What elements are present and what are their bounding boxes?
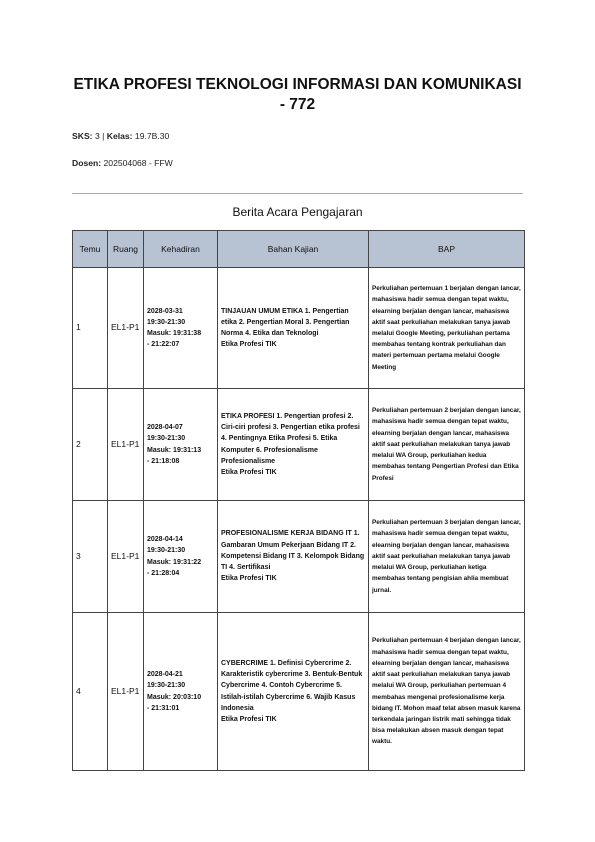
sks-label: SKS:: [72, 131, 93, 141]
divider: [72, 193, 523, 194]
kelas-value: 19.7B.30: [134, 131, 170, 141]
header-ruang: Ruang: [108, 231, 144, 268]
cell-bap: Perkuliahan pertemuan 2 berjalan dengan lancar, mahasiswa hadir semua dengan tepat waktu, elearning berjalan dengan lancar, mahasiswa aktif saat perkuliahan melakukan tanya jawab melalui WA Group, perkuliahan kedua membahas tentang Pengertian Profesi dan Etika Profesi: [369, 389, 525, 501]
cell-ruang: EL1-P1: [108, 501, 144, 613]
cell-bap: Perkuliahan pertemuan 3 berjalan dengan lancar, mahasiswa hadir semua dengan tepat waktu, elearning berjalan dengan lancar, mahasiswa aktif saat perkuliahan melakukan tanya jawab melalui WA Group, perkuliahan ketiga membahas tentang pengisian ahlia membuat jurnal.: [369, 501, 525, 613]
cell-temu: 3: [73, 501, 108, 613]
cell-bahan-kajian: PROFESIONALISME KERJA BIDANG IT 1. Gambaran Umum Pekerjaan Bidang IT 2. Kompetensi Bidang IT 3. Kelompok Bidang TI 4. Sertifikasi Etika Profesi TIK: [218, 501, 369, 613]
cell-bap: Perkuliahan pertemuan 1 berjalan dengan lancar, mahasiswa hadir semua dengan tepat waktu, elearning berjalan dengan lancar, mahasiswa aktif saat perkuliahan melakukan tanya jawab melalui Google Meeting, perkuliahan pertama membahas tentang kontrak perkuliahan dan materi pertemuan pertama melalui Google Meeting: [369, 268, 525, 389]
page-title: ETIKA PROFESI TEKNOLOGI INFORMASI DAN KOMUNIKASI - 772: [73, 76, 522, 113]
cell-kehadiran: 2028-04-14 19:30-21:30 Masuk: 19:31:22 - 21:28:04: [144, 501, 218, 613]
sks-value: 3: [94, 131, 100, 141]
meta-separator: |: [102, 131, 105, 141]
cell-temu: 4: [73, 613, 108, 771]
cell-ruang: EL1-P1: [108, 268, 144, 389]
lecturer-meta: [72, 158, 173, 168]
cell-bahan-kajian: ETIKA PROFESI 1. Pengertian profesi 2. Ciri-ciri profesi 3. Pengertian etika profesi 4. Pentingnya Etika Profesi 5. Etika Komputer 6. Profesionalisme Profesionalisme Etika Profesi TIK: [218, 389, 369, 501]
table-row: [73, 268, 525, 389]
table-row: [73, 389, 525, 501]
teaching-record-table: [72, 230, 525, 771]
course-meta: [72, 131, 169, 141]
table-row: [73, 613, 525, 771]
header-temu: Temu: [73, 231, 108, 268]
cell-bahan-kajian: CYBERCRIME 1. Definisi Cybercrime 2. Karakteristik cybercrime 3. Bentuk-Bentuk Cybercrime 4. Contoh Cybercrime 5. Istilah-istilah Cybercrime 6. Wajib Kasus Indonesia Etika Profesi TIK: [218, 613, 369, 771]
cell-temu: 1: [73, 268, 108, 389]
cell-bahan-kajian: TINJAUAN UMUM ETIKA 1. Pengertian etika 2. Pengertian Moral 3. Pengertian Norma 4. Etika dan Teknologi Etika Profesi TIK: [218, 268, 369, 389]
header-kehadiran: Kehadiran: [144, 231, 218, 268]
cell-bap: Perkuliahan pertemuan 4 berjalan dengan lancar, mahasiswa hadir semua dengan tepat waktu, elearning berjalan dengan lancar, mahasiswa aktif saat perkuliahan melakukan tanya jawab melalui WA Group, perkuliahan pertemuan 4 membahas mengenai profesionalisme kerja bidang IT. Mohon maaf telat absen masuk karena terkendala jaringan listrik mati sehingga tidak bisa melakukan absen masuk dengan tepat waktu.: [369, 613, 525, 771]
section-title: Berita Acara Pengajaran: [232, 205, 363, 219]
cell-kehadiran: 2028-03-31 19:30-21:30 Masuk: 19:31:38 - 21:22:07: [144, 268, 218, 389]
kelas-label: Kelas:: [106, 131, 133, 141]
header-bap: BAP: [369, 231, 525, 268]
cell-kehadiran: 2028-04-21 19:30-21:30 Masuk: 20:03:10 - 21:31:01: [144, 613, 218, 771]
dosen-label: Dosen:: [72, 158, 102, 168]
table-header-row: [73, 231, 525, 268]
cell-temu: 2: [73, 389, 108, 501]
cell-kehadiran: 2028-04-07 19:30-21:30 Masuk: 19:31:13 - 21:18:08: [144, 389, 218, 501]
cell-ruang: EL1-P1: [108, 613, 144, 771]
header-bahan-kajian: Bahan Kajian: [218, 231, 369, 268]
cell-ruang: EL1-P1: [108, 389, 144, 501]
table-row: [73, 501, 525, 613]
dosen-value: 202504068 - FFW: [103, 158, 173, 168]
